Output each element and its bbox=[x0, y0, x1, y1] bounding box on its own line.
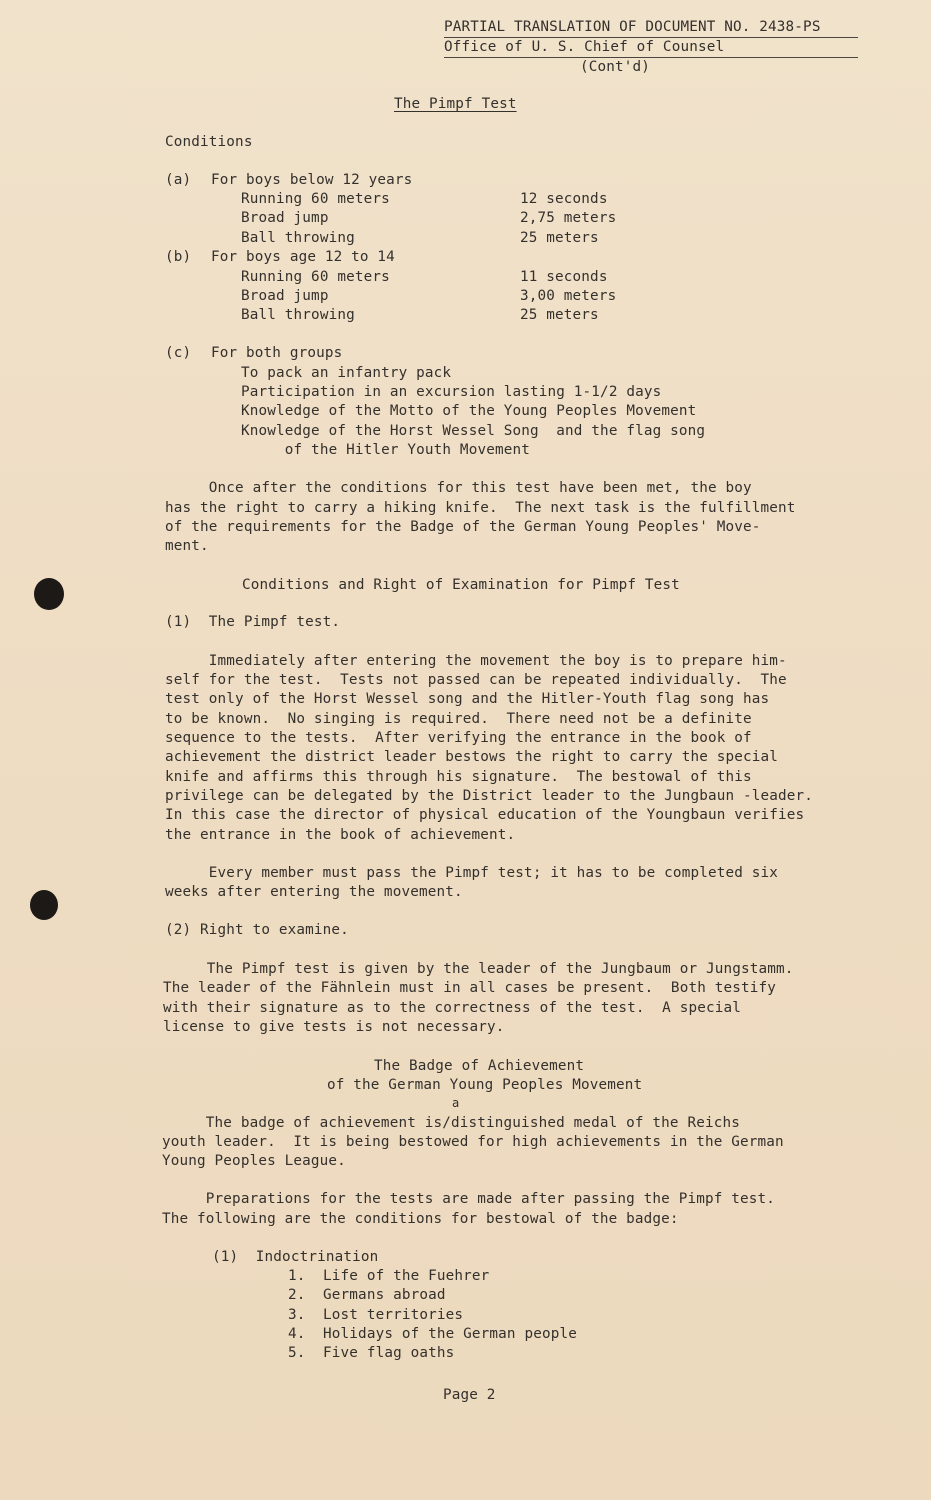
paragraph-line: The leader of the Fähnlein must in all cases be present. Both testify bbox=[163, 980, 777, 996]
group-c-item: of the Hitler Youth Movement bbox=[241, 442, 530, 458]
group-a-value: 2,75 meters bbox=[520, 210, 617, 226]
paragraph-line: The following are the conditions for bestowal of the badge: bbox=[162, 1211, 679, 1227]
paragraph-line: Once after the conditions for this test have been met, the boy bbox=[165, 480, 752, 496]
paragraph-line: the entrance in the book of achievement. bbox=[165, 827, 516, 843]
group-b-event: Running 60 meters bbox=[241, 269, 390, 285]
binder-hole-top bbox=[34, 578, 64, 610]
group-b-heading: For boys age 12 to 14 bbox=[211, 249, 395, 265]
group-c-item: Participation in an excursion lasting 1-1/2 days bbox=[241, 384, 662, 400]
group-b-event: Ball throwing bbox=[241, 307, 355, 323]
group-c-heading: For both groups bbox=[211, 345, 343, 361]
conditions-heading: Conditions bbox=[165, 134, 253, 150]
paragraph-line: license to give tests is not necessary. bbox=[163, 1019, 505, 1035]
indoctrination-item: 5. Five flag oaths bbox=[288, 1345, 455, 1361]
paragraph-line: The Pimpf test is given by the leader of the Jungbaum or Jungstamm. bbox=[163, 961, 794, 977]
group-c-label: (c) bbox=[165, 345, 192, 361]
header-contd: (Cont'd) bbox=[580, 59, 651, 75]
group-b-value: 11 seconds bbox=[520, 269, 608, 285]
group-c-item: Knowledge of the Motto of the Young Peoples Movement bbox=[241, 403, 697, 419]
group-a-label: (a) bbox=[165, 172, 192, 188]
group-b-event: Broad jump bbox=[241, 288, 329, 304]
page-title: The Pimpf Test bbox=[394, 96, 517, 112]
paragraph-line: Young Peoples League. bbox=[162, 1153, 346, 1169]
paragraph-line: knife and affirms this through his signature. The bestowal of this bbox=[165, 769, 752, 785]
group-b-value: 25 meters bbox=[520, 307, 599, 323]
group-a-event: Ball throwing bbox=[241, 230, 355, 246]
indoctrination-item: 1. Life of the Fuehrer bbox=[288, 1268, 490, 1284]
paragraph-line: weeks after entering the movement. bbox=[165, 884, 463, 900]
paragraph-line: Immediately after entering the movement the boy is to prepare him- bbox=[165, 653, 787, 669]
handwritten-insert-mark: a bbox=[452, 1096, 460, 1110]
paragraph-line: of the requirements for the Badge of the German Young Peoples' Move- bbox=[165, 519, 761, 535]
header-rule-2 bbox=[444, 57, 858, 58]
paragraph-line: sequence to the tests. After verifying the entrance in the book of bbox=[165, 730, 752, 746]
group-a-event: Broad jump bbox=[241, 210, 329, 226]
subsection-pimpf-test: (1) The Pimpf test. bbox=[165, 614, 341, 630]
indoctrination-item: 2. Germans abroad bbox=[288, 1287, 446, 1303]
paragraph-line: with their signature as to the correctness of the test. A special bbox=[163, 1000, 741, 1016]
paragraph-line: The badge of achievement is/distinguished medal of the Reichs bbox=[162, 1115, 740, 1131]
badge-heading-line2: of the German Young Peoples Movement bbox=[327, 1077, 643, 1093]
paragraph-line: ment. bbox=[165, 538, 209, 554]
header-office: Office of U. S. Chief of Counsel bbox=[444, 39, 725, 55]
indoctrination-item: 4. Holidays of the German people bbox=[288, 1326, 577, 1342]
section-heading: Conditions and Right of Examination for Pimpf Test bbox=[242, 577, 680, 593]
paragraph-line: In this case the director of physical education of the Youngbaun verifies bbox=[165, 807, 805, 823]
paragraph-line: to be known. No singing is required. There need not be a definite bbox=[165, 711, 752, 727]
paragraph-line: privilege can be delegated by the District leader to the Jungbaun -leader. bbox=[165, 788, 814, 804]
paragraph-line: has the right to carry a hiking knife. The next task is the fulfillment bbox=[165, 500, 796, 516]
group-a-value: 25 meters bbox=[520, 230, 599, 246]
page-number: Page 2 bbox=[443, 1387, 496, 1403]
paragraph-line: test only of the Horst Wessel song and the Hitler-Youth flag song has bbox=[165, 691, 770, 707]
group-a-heading: For boys below 12 years bbox=[211, 172, 413, 188]
group-c-item: Knowledge of the Horst Wessel Song and the flag song bbox=[241, 423, 706, 439]
header-document-number: PARTIAL TRANSLATION OF DOCUMENT NO. 2438-PS bbox=[444, 19, 821, 35]
indoctrination-item: 3. Lost territories bbox=[288, 1307, 464, 1323]
indoctrination-heading: (1) Indoctrination bbox=[212, 1249, 379, 1265]
binder-hole-bottom bbox=[30, 890, 58, 920]
subsection-right-to-examine: (2) Right to examine. bbox=[165, 922, 349, 938]
paragraph-line: self for the test. Tests not passed can be repeated individually. The bbox=[165, 672, 787, 688]
group-a-event: Running 60 meters bbox=[241, 191, 390, 207]
group-a-value: 12 seconds bbox=[520, 191, 608, 207]
badge-heading-line1: The Badge of Achievement bbox=[374, 1058, 585, 1074]
paragraph-line: youth leader. It is being bestowed for high achievements in the German bbox=[162, 1134, 784, 1150]
group-c-item: To pack an infantry pack bbox=[241, 365, 452, 381]
group-b-value: 3,00 meters bbox=[520, 288, 617, 304]
paragraph-line: Preparations for the tests are made after passing the Pimpf test. bbox=[162, 1191, 776, 1207]
group-b-label: (b) bbox=[165, 249, 192, 265]
paragraph-line: Every member must pass the Pimpf test; it has to be completed six bbox=[165, 865, 779, 881]
paragraph-line: achievement the district leader bestows the right to carry the special bbox=[165, 749, 779, 765]
